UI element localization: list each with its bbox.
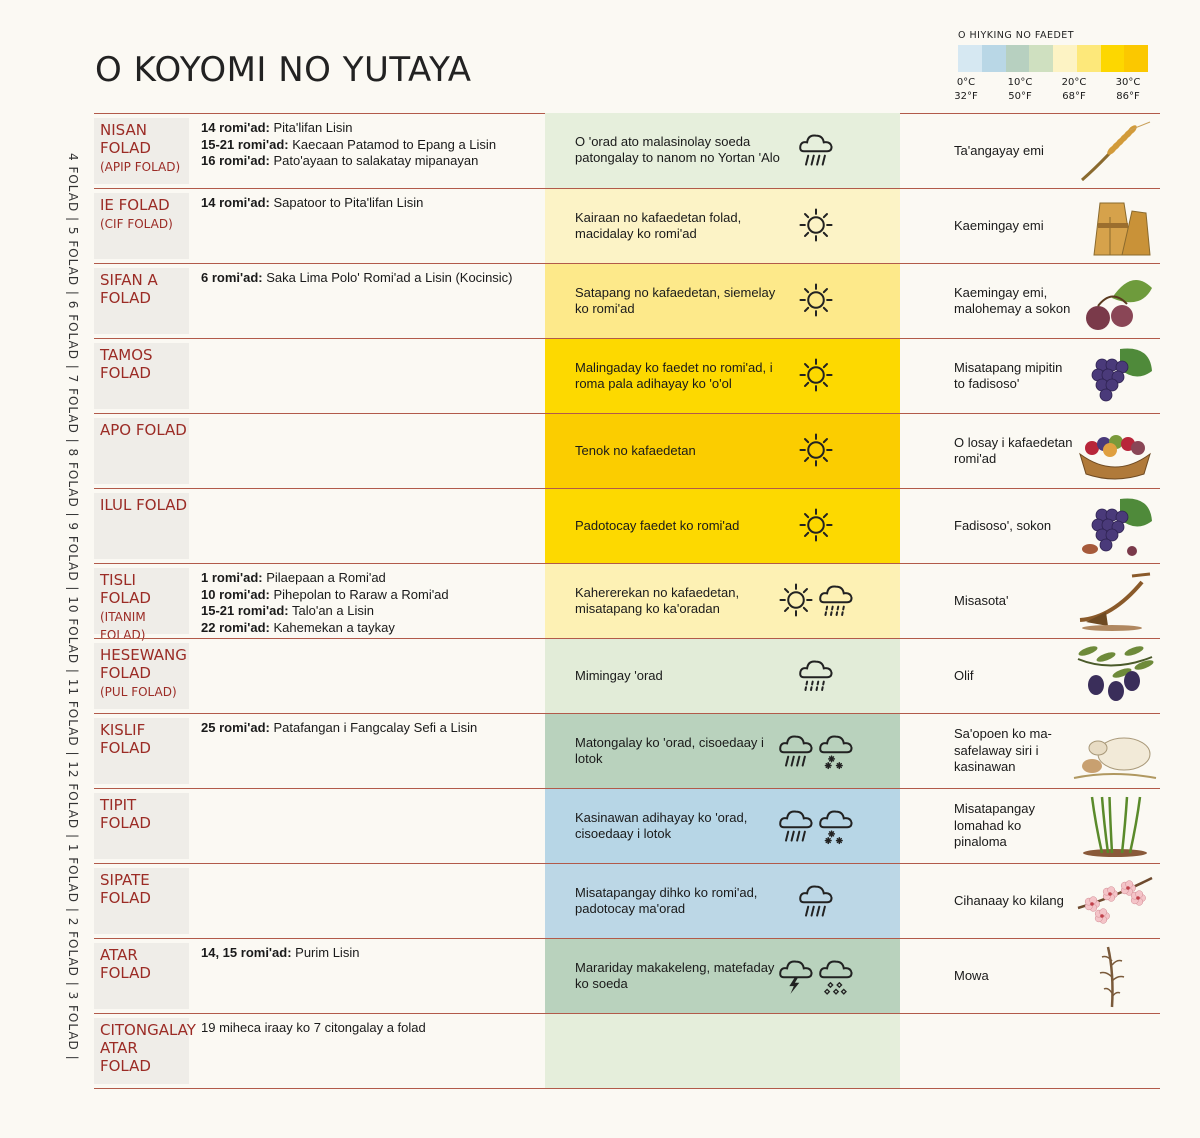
rain-icon xyxy=(777,805,815,845)
month-cell xyxy=(94,418,189,484)
flax-branch-icon xyxy=(1072,943,1158,1009)
month-alt-name: (PUL FOLAD) xyxy=(100,685,177,699)
weather-cell xyxy=(545,1014,900,1088)
legend-tick xyxy=(1000,76,1040,104)
month-cell xyxy=(94,718,189,784)
event-line xyxy=(201,620,541,637)
month-name: TISLI FOLAD (ITANIM FOLAD) xyxy=(100,571,188,644)
produce-label: Misatapangay lomahad ko pinaloma xyxy=(954,801,1035,850)
month-cell xyxy=(94,193,189,259)
weather-description: Misatapangay dihko ko romi'ad, padotocay ma'orad xyxy=(575,884,758,916)
event-line xyxy=(201,1020,541,1037)
month-name: HESEWANG FOLAD (PUL FOLAD) xyxy=(100,646,187,699)
wheat-sheaf-icon xyxy=(1072,193,1158,259)
weather-description: Satapang no kafaedetan, siemelay ko romi'ad xyxy=(575,284,776,316)
legend-tick-celsius: 30°C xyxy=(1115,77,1141,88)
legend-swatch xyxy=(1101,45,1125,72)
month-cell xyxy=(94,1018,196,1084)
event-name: Patafangan i Fangcalay Sefi a Lisin xyxy=(269,720,478,735)
produce-label: O losay i kafaedetan romi'ad xyxy=(954,434,1073,466)
event-date: 14 romi'ad: xyxy=(201,120,270,135)
weather-description: Marariday makakeleng, matefaday ko soeda xyxy=(575,959,775,991)
event-name: Sapatoor to Pita'lifan Lisin xyxy=(269,195,424,210)
month-name: CITONGALAY ATAR FOLAD xyxy=(100,1021,196,1075)
weather-cell xyxy=(545,939,900,1013)
month-row xyxy=(94,338,1160,413)
calendar-table xyxy=(94,113,1160,1089)
month-row xyxy=(94,413,1160,488)
event-name: 19 miheca iraay ko 7 citongalay a folad xyxy=(201,1020,426,1035)
event-date: 14, 15 romi'ad: xyxy=(201,945,292,960)
month-alt-name: (CIF FOLAD) xyxy=(100,217,173,231)
event-line xyxy=(201,120,541,137)
weather-cell xyxy=(545,339,900,413)
event-name: Talo'an a Lisin xyxy=(288,603,374,618)
month-name: TIPIT FOLAD xyxy=(100,796,151,832)
event-line xyxy=(201,137,541,154)
produce-label: Kaemingay emi, malohemay a sokon xyxy=(954,284,1071,316)
event-date: 15-21 romi'ad: xyxy=(201,603,289,618)
month-row xyxy=(94,713,1160,788)
legend-tick-celsius: 0°C xyxy=(956,77,976,88)
legend-swatch xyxy=(958,45,982,72)
grapes-icon xyxy=(1072,343,1158,409)
legend-tick-fahrenheit: 68°F xyxy=(1062,91,1086,102)
month-row xyxy=(94,638,1160,713)
hail-icon xyxy=(817,955,855,995)
month-alt-name: (APIP FOLAD) xyxy=(100,160,181,174)
event-date: 10 romi'ad: xyxy=(201,586,270,602)
event-date: 14 romi'ad: xyxy=(201,195,270,210)
event-line xyxy=(201,587,541,604)
month-cell xyxy=(94,943,189,1009)
legend-swatch xyxy=(1029,45,1053,72)
snow-icon xyxy=(817,805,855,845)
sun-icon xyxy=(797,505,835,545)
produce-label: Misatapang mipitin to fadisoso' xyxy=(954,359,1063,391)
sprout-icon xyxy=(1072,793,1158,859)
event-line xyxy=(201,270,541,287)
legend-tick-fahrenheit: 32°F xyxy=(954,91,978,102)
month-row xyxy=(94,563,1160,642)
month-row xyxy=(94,113,1160,188)
drizzle-icon xyxy=(797,655,835,695)
month-cell xyxy=(94,343,189,409)
events-cell xyxy=(201,270,541,287)
event-date: 1 romi'ad: xyxy=(201,570,263,585)
weather-description: Malingaday ko faedet no romi'ad, i roma pala adihayay ko 'o'ol xyxy=(575,359,773,391)
sun-icon xyxy=(797,280,835,320)
month-cell xyxy=(94,118,189,184)
event-date: 22 romi'ad: xyxy=(201,619,270,635)
produce-label: Olif xyxy=(954,667,974,683)
legend-tick-celsius: 20°C xyxy=(1061,77,1087,88)
side-month-label: 4 FOLAD | 5 FOLAD | 6 FOLAD | 7 FOLAD | 8 FOLAD | 9 FOLAD | 10 FOLAD | 11 FOLAD | 12 FOLAD | 1 FOLAD | 2 FOLAD | 3 FOLAD | xyxy=(66,153,80,1061)
month-name: TAMOS FOLAD xyxy=(100,346,153,382)
legend-swatch xyxy=(1077,45,1101,72)
event-line xyxy=(201,945,541,962)
event-name: Kaecaan Patamod to Epang a Lisin xyxy=(288,136,497,152)
produce-label: Ta'angayay emi xyxy=(954,142,1044,158)
event-line xyxy=(201,195,541,212)
legend-swatch xyxy=(1124,45,1148,72)
weather-cell xyxy=(545,264,900,338)
month-name: ILUL FOLAD xyxy=(100,496,188,514)
event-line xyxy=(201,603,541,620)
page-title: O KOYOMI NO YUTAYA xyxy=(95,50,472,90)
legend-swatch xyxy=(1006,45,1030,72)
event-name: Purim Lisin xyxy=(291,945,360,960)
weather-cell xyxy=(545,414,900,488)
temperature-legend xyxy=(954,30,1148,102)
event-date: 25 romi'ad: xyxy=(201,720,270,735)
sun-icon xyxy=(797,205,835,245)
snow-icon xyxy=(817,730,855,770)
produce-label: Kaemingay emi xyxy=(954,217,1044,233)
month-cell xyxy=(94,568,189,642)
sun-icon xyxy=(797,355,835,395)
month-name: APO FOLAD xyxy=(100,421,187,439)
legend-tick xyxy=(946,76,986,104)
thunderstorm-icon xyxy=(777,955,815,995)
legend-tick xyxy=(1108,76,1148,104)
month-cell xyxy=(94,868,189,934)
rain-icon xyxy=(777,730,815,770)
weather-cell xyxy=(545,189,900,263)
weather-description: Matongalay ko 'orad, cisoedaay i lotok xyxy=(575,734,764,766)
olive-icon xyxy=(1072,643,1158,709)
weather-description: Kairaan no kafaedetan folad, macidalay ko romi'ad xyxy=(575,209,742,241)
sun-icon xyxy=(777,580,815,620)
event-name: Pihepolan to Raraw a Romi'ad xyxy=(269,586,449,602)
event-line xyxy=(201,720,541,737)
legend-color-bar xyxy=(958,45,1148,72)
month-row xyxy=(94,263,1160,338)
event-date: 6 romi'ad: xyxy=(201,270,263,285)
events-cell xyxy=(201,720,541,737)
month-row xyxy=(94,863,1160,938)
events-cell xyxy=(201,570,541,636)
month-row xyxy=(94,488,1160,563)
legend-tick-fahrenheit: 86°F xyxy=(1116,91,1140,102)
event-name: Kahemekan a taykay xyxy=(269,619,395,635)
legend-tick-celsius: 10°C xyxy=(1007,77,1033,88)
event-name: Pita'lifan Lisin xyxy=(269,120,353,135)
weather-description: Padotocay faedet ko romi'ad xyxy=(575,517,740,533)
event-name: Pilaepaan a Romi'ad xyxy=(262,570,386,585)
produce-label: Cihanaay ko kilang xyxy=(954,892,1064,908)
weather-cell xyxy=(545,639,900,713)
weather-description: Tenok no kafaedetan xyxy=(575,442,696,458)
events-cell xyxy=(201,1020,541,1037)
event-date: 15-21 romi'ad: xyxy=(201,136,289,152)
weather-description: Kahererekan no kafaedetan, misatapang ko ka'oradan xyxy=(575,584,740,616)
weather-description: Kasinawan adihayay ko 'orad, cisoedaay i lotok xyxy=(575,809,748,841)
events-cell xyxy=(201,195,541,212)
grapes-harvest-icon xyxy=(1072,493,1158,559)
weather-cell xyxy=(545,714,900,788)
weather-cell xyxy=(545,864,900,938)
month-name: ATAR FOLAD xyxy=(100,946,151,982)
weather-description: O 'orad ato malasinolay soeda patongalay to nanom no Yortan 'Alo xyxy=(575,133,780,165)
month-row xyxy=(94,1013,1160,1089)
month-row xyxy=(94,938,1160,1013)
produce-label: Fadisoso', sokon xyxy=(954,517,1052,533)
month-row xyxy=(94,188,1160,263)
event-name: Saka Lima Polo' Romi'ad a Lisin (Kocinsic) xyxy=(262,270,513,285)
weather-cell xyxy=(545,113,900,188)
month-alt-name: (ITANIM FOLAD) xyxy=(100,610,146,642)
almond-blossom-icon xyxy=(1072,868,1158,934)
produce-label: Mowa xyxy=(954,967,989,983)
fruit-basket-icon xyxy=(1072,418,1158,484)
produce-label: Sa'opoen ko ma-safelaway siri i kasinawan xyxy=(954,726,1052,775)
events-cell xyxy=(201,945,541,962)
event-line xyxy=(201,153,541,170)
weather-cell xyxy=(545,489,900,563)
weather-cell xyxy=(545,564,900,638)
month-name: IE FOLAD (CIF FOLAD) xyxy=(100,196,188,233)
drizzle-icon xyxy=(817,580,855,620)
month-name: SIFAN A FOLAD xyxy=(100,271,158,307)
event-date: 16 romi'ad: xyxy=(201,153,270,168)
legend-tick xyxy=(1054,76,1094,104)
month-cell xyxy=(94,493,189,559)
sheep-icon xyxy=(1072,718,1158,784)
month-name: KISLIF FOLAD xyxy=(100,721,151,757)
month-cell xyxy=(94,643,189,709)
rain-icon xyxy=(797,129,835,169)
weather-cell xyxy=(545,789,900,863)
sun-icon xyxy=(797,430,835,470)
events-cell xyxy=(201,120,541,170)
rain-icon xyxy=(797,880,835,920)
legend-swatch xyxy=(982,45,1006,72)
legend-ticks xyxy=(954,72,1148,102)
plow-icon xyxy=(1072,568,1158,634)
weather-description: Mimingay 'orad xyxy=(575,667,663,683)
wheat-icon xyxy=(1072,118,1158,184)
month-row xyxy=(94,788,1160,863)
month-name: SIPATE FOLAD xyxy=(100,871,151,907)
month-cell xyxy=(94,793,189,859)
event-name: Pato'ayaan to salakatay mipanayan xyxy=(269,153,479,168)
legend-tick-fahrenheit: 50°F xyxy=(1008,91,1032,102)
legend-swatch xyxy=(1053,45,1077,72)
month-cell xyxy=(94,268,189,334)
month-name: NISAN FOLAD (APIP FOLAD) xyxy=(100,121,188,176)
event-line xyxy=(201,570,541,587)
legend-title: O HIYKING NO FAEDET xyxy=(958,30,1075,41)
fig-icon xyxy=(1072,268,1158,334)
weather-description xyxy=(575,1014,790,1088)
produce-label: Misasota' xyxy=(954,592,1009,608)
